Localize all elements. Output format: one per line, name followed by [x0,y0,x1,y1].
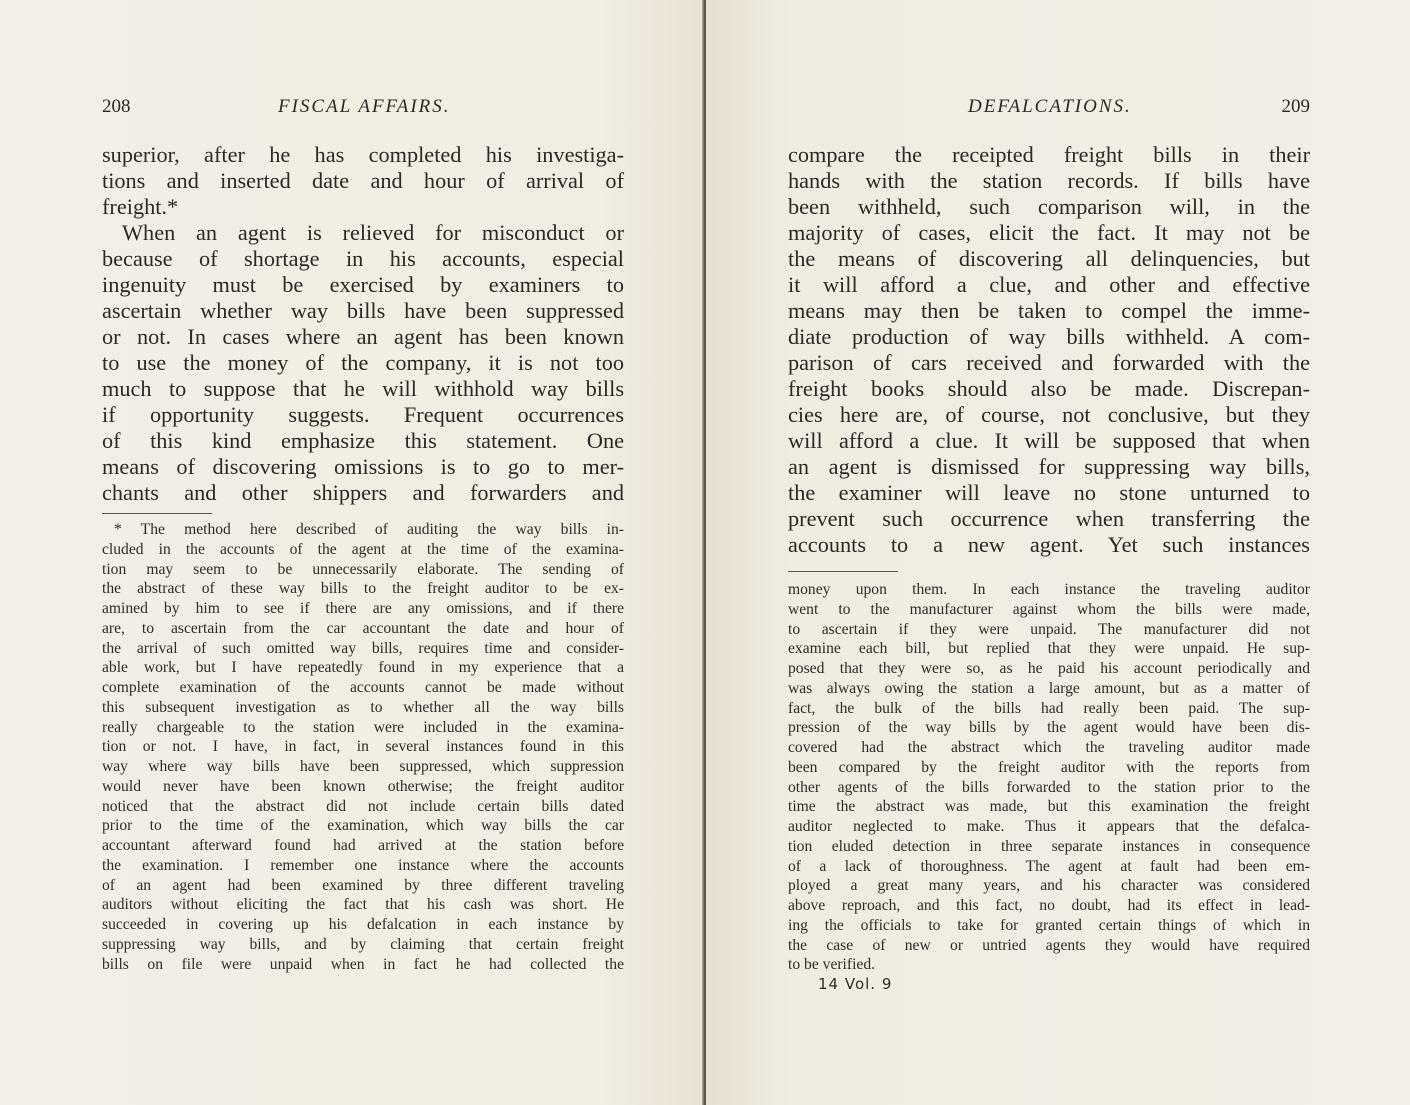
footnote-line: money upon them. In each instance the traveling auditor [788,581,1310,598]
right-page [706,0,1410,1105]
body-line: ingenuity must be exercised by examiners to [102,272,624,297]
footnote-line: bills on file were unpaid when in fact he had collected the [102,955,624,973]
footnote-line: pression of the way bills by the agent would have been dis- [788,719,1310,737]
footnote-line: auditor neglected to make. Thus it appears that the defalca- [788,818,1310,835]
body-line: parison of cars received and forwarded with the [788,350,1310,375]
left-page [0,0,704,1105]
footnote-line: of an agent had been examined by three different traveling [102,876,624,894]
footnote-line: would never have been known otherwise; the freight auditor [102,777,624,795]
footnote-line: covered had the abstract which the traveling auditor made [788,739,1310,756]
left-page-header [102,96,624,126]
body-line: When an agent is relieved for misconduct or [122,220,624,245]
body-line: freight books should also be made. Discrepan- [788,376,1310,401]
body-line: much to suppose that he will withhold way bills [102,376,624,401]
footnote-line: the abstract of these way bills to the freight auditor to be ex- [102,580,624,598]
body-line: or not. In cases where an agent has been known [102,324,624,349]
footnote-line: ing the officials to take for granted certain things of which in [788,916,1310,934]
footnote-line: way where way bills have been suppressed, which suppression [102,758,624,775]
footnote-line: suppressing way bills, and by claiming that certain freight [102,935,624,953]
body-line: accounts to a new agent. Yet such instances [788,532,1310,557]
footnote-line: cluded in the accounts of the agent at the time of the examina- [102,540,624,558]
footnote-line: succeeded in covering up his defalcation in each instance by [102,916,624,933]
footnote-line: examine each bill, but replied that they were unpaid. He sup- [788,640,1310,658]
body-line: majority of cases, elicit the fact. It may not be [788,220,1310,245]
footnote-line: really chargeable to the station were included in the examina- [102,718,624,736]
body-line: the means of discovering all delinquencies, but [788,246,1310,271]
left-running-head: FISCAL AFFAIRS. [278,96,451,117]
footnote-line: this subsequent investigation as to whether all the way bills [102,698,624,716]
footnote-line: to be verified. [788,956,876,974]
footnote-line: went to the manufacturer against whom the bills were made, [788,600,1310,618]
footnote-rule [788,571,898,572]
body-line: hands with the station records. If bills have [788,168,1310,193]
footnote-line: been compared by the freight auditor with the reports from [788,758,1310,776]
footnote-rule [102,513,212,514]
footnote-line: was always owing the station a large amount, but as a matter of [788,679,1310,697]
body-line: freight.* [102,194,179,219]
body-line: cies here are, of course, not conclusive, but they [788,402,1310,427]
footnote-line: prior to the time of the examination, which way bills the car [102,817,624,835]
body-line: superior, after he has completed his investiga- [102,142,624,167]
footnote-line: the case of new or untried agents they would have required [788,936,1310,954]
footnote-line: posed that they were so, as he paid his account periodically and [788,660,1310,677]
footnote-line: of a lack of thoroughness. The agent at fault had been em- [788,857,1310,875]
footnote-line: time the abstract was made, but this examination the freight [788,798,1310,816]
right-running-head: DEFALCATIONS. [968,96,1132,117]
footnote-line: * The method here described of auditing the way bills in- [114,521,624,538]
body-line: compare the receipted freight bills in their [788,142,1310,167]
body-line: if opportunity suggests. Frequent occurrences [102,402,624,427]
body-line: the examiner will leave no stone unturned to [788,480,1310,505]
footnote-line: tion eluded detection in three separate instances in consequence [788,837,1310,855]
footnote-line: are, to ascertain from the car accountant the date and hour of [102,619,624,637]
right-page-number: 209 [1281,96,1310,117]
body-line: of this kind emphasize this statement. One [102,428,624,453]
left-footnote [102,520,624,974]
footnote-line: to ascertain if they were unpaid. The manufacturer did not [788,620,1310,638]
footnote-line: other agents of the bills forwarded to the station prior to the [788,778,1310,796]
body-line: it will afford a clue, and other and effective [788,272,1310,297]
right-page-header [788,96,1310,126]
footnote-line: noticed that the abstract did not include certain bills dated [102,797,624,815]
body-line: ascertain whether way bills have been suppressed [102,298,624,323]
footnote-line: above reproach, and this fact, no doubt, had its effect in lead- [788,897,1310,914]
body-line: tions and inserted date and hour of arrival of [102,168,624,193]
body-line: prevent such occurrence when transferring the [788,506,1310,531]
body-line: been withheld, such comparison will, in the [788,194,1310,219]
footnote-line: auditors without eliciting the fact that his cash was short. He [102,896,624,914]
body-line: means of discovering omissions is to go to mer- [102,454,624,479]
footnote-line: the examination. I remember one instance where the accounts [102,856,624,874]
body-line: because of shortage in his accounts, especial [102,246,624,271]
body-line: diate production of way bills withheld. A com- [788,324,1310,349]
footnote-line: amined by him to see if there are any omissions, and if there [102,600,624,617]
body-line: means may then be taken to compel the imme- [788,298,1310,323]
signature-mark: 14 Vol. 9 [818,975,893,993]
footnote-line: the arrival of such omitted way bills, requires time and consider- [102,639,624,657]
footnote-line: tion may seem to be unnecessarily elaborate. The sending of [102,560,624,578]
left-page-number: 208 [102,96,131,117]
body-line: chants and other shippers and forwarders and [102,480,624,505]
right-footnote [788,580,1310,975]
body-line: will afford a clue. It will be supposed that when [788,428,1310,453]
footnote-line: tion or not. I have, in fact, in several instances found in this [102,738,624,756]
footnote-line: complete examination of the accounts cannot be made without [102,679,624,696]
footnote-line: able work, but I have repeatedly found in my experience that a [102,659,624,677]
footnote-line: accountant afterward found had arrived at the station before [102,837,624,854]
footnote-line: fact, the bulk of the bills had really been paid. The sup- [788,699,1310,717]
footnote-line: ployed a great many years, and his character was considered [788,877,1310,895]
body-line: an agent is dismissed for suppressing way bills, [788,454,1310,479]
body-line: to use the money of the company, it is not too [102,350,624,375]
right-body-text [788,142,1310,558]
left-body-text [102,142,624,506]
